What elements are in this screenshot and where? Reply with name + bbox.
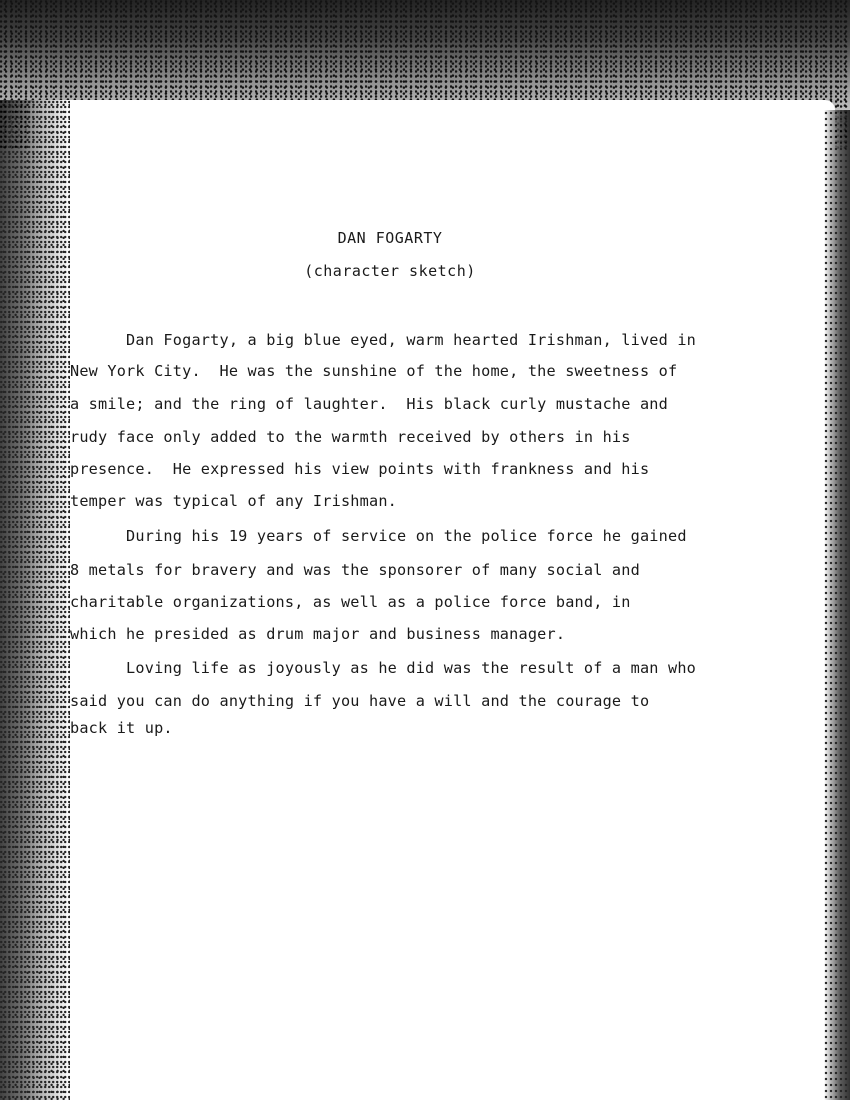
body-line: Dan Fogarty, a big blue eyed, warm hearted Irishman, lived in (70, 331, 697, 349)
body-line: back it up. (70, 719, 173, 737)
body-line: Loving life as joyously as he did was the result of a man who (70, 659, 697, 677)
scan-border-left (0, 100, 70, 1100)
body-line: 8 metals for bravery and was the sponsorer of many social and (70, 561, 640, 579)
body-line: a smile; and the ring of laughter. His black curly mustache and (70, 395, 668, 413)
document-title: DAN FOGARTY (337, 229, 443, 247)
body-line: During his 19 years of service on the police force he gained (70, 527, 687, 545)
body-line: New York City. He was the sunshine of the home, the sweetness of (70, 362, 678, 380)
body-line: which he presided as drum major and business manager. (70, 625, 566, 643)
body-line: rudy face only added to the warmth received by others in his (70, 428, 631, 446)
body-line: said you can do anything if you have a will and the courage to (70, 692, 650, 710)
document-subtitle: (character sketch) (304, 262, 476, 280)
body-line: temper was typical of any Irishman. (70, 492, 398, 510)
body-line: charitable organizations, as well as a police force band, in (70, 593, 631, 611)
body-line: presence. He expressed his view points with frankness and his (70, 460, 650, 478)
scan-border-right (824, 110, 850, 1100)
